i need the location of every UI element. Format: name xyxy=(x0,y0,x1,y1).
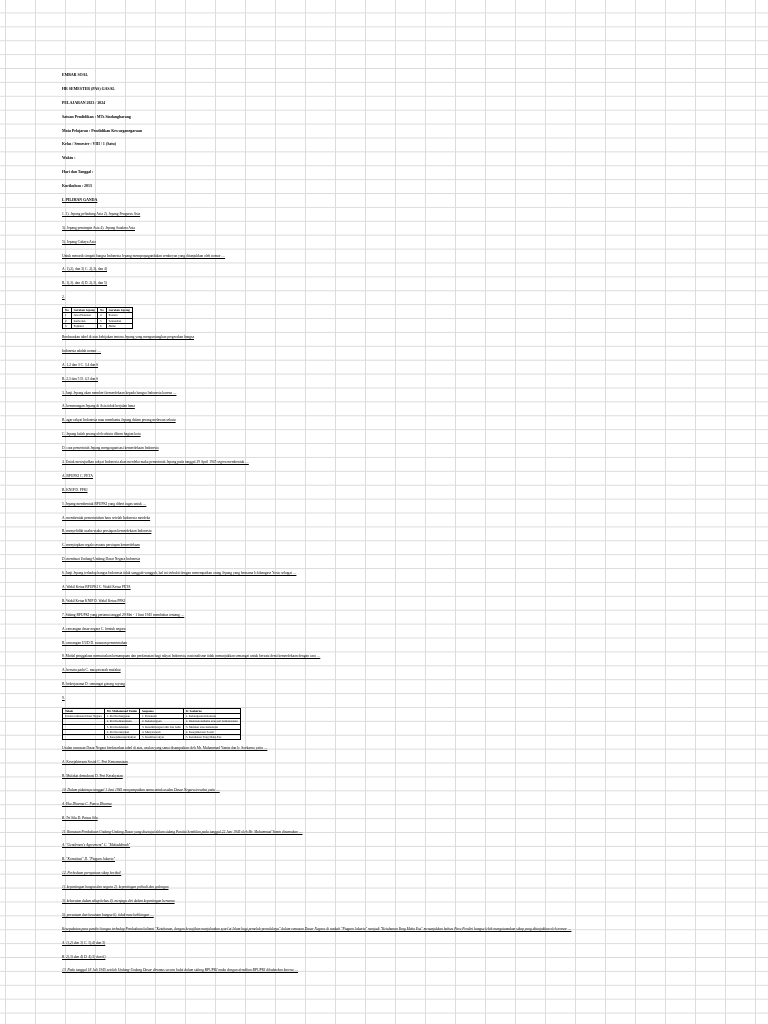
question-line: Indonesia adalah nomor .... xyxy=(62,348,102,353)
question-line: A. Wakil Ketua BPUPKI C. Wakil Ketua PETA xyxy=(62,584,131,589)
table-header-cell: Ir. Soekarno xyxy=(183,709,240,714)
section-heading: I. PILIHAN GANDA xyxy=(62,198,98,203)
date-field: Hari dan Tanggal : xyxy=(62,170,94,175)
question-line: A. Eka Dharma C. Panca Dharma xyxy=(62,801,112,806)
question-line: 1. 1). Jepang pelindung Asia 2). Jepang Pengurus Asia xyxy=(62,211,141,216)
question-line: 12. Perbedaan pernyataan sikap berikut! xyxy=(62,871,122,876)
table-cell: 3. Peri Ketuhanan xyxy=(104,724,139,729)
question-line: C. Jepang kalah perang oleh sekutu dibom bagian kota xyxy=(62,432,141,437)
table-cell: Seinendan xyxy=(106,318,132,323)
table-header-cell: Gerakan Jepang xyxy=(71,308,97,313)
doc-year: PELAJARAN 2023 / 2024 xyxy=(62,100,106,105)
table-cell xyxy=(63,735,105,740)
table-cell: 5. Ketuhanan Yang Maha Esa xyxy=(183,735,240,740)
question-line: Kesepakatan para pendiri bangsa terhadap Pembukaan kalimat "Ketuhanan, dengan kewajiban menjalankan syari'at Islam bagi pemeluk-pemeluknya" dalam rumusan Dasar Negara di naskah "Piagam Jakarta" menjadi "Ketuhanan Yang Maha Esa" menunjukkan bahwa Para Pendiri bangsa lebih mengutamakan sikap yang ditunjukkan oleh nomor .... xyxy=(62,926,572,931)
question-line: B. 1),3), dan 4) D. 2),3), dan 5) xyxy=(62,281,108,286)
table-cell: Keibodan xyxy=(71,318,97,323)
subject-field: Mata Pelajaran : Pendidikan Kewarganegaraan xyxy=(62,128,142,133)
table-header-cell: No xyxy=(97,308,106,313)
doc-subtitle: HR SEMESTER (PAS) GASAL xyxy=(62,86,115,91)
table-cell: 1 xyxy=(63,313,72,318)
question-line: 3). keberatan dalam sikap bebas 4). menjaga diri dalam kepentingan bersama xyxy=(62,899,175,904)
question-line: A. 1),2) dan 3) C. 3),4) dan 5) xyxy=(62,940,106,945)
question-line: B. Tri Sila D. Panca Sila xyxy=(62,815,98,820)
table-cell: Fujinkai xyxy=(71,323,97,328)
question-line: 3). Jepang pemimpin Asia 4). Jepang Saudara Asia xyxy=(62,225,135,230)
table-cell: Heiho xyxy=(106,323,132,328)
curriculum-field: Kurikulum : 2013 xyxy=(62,184,92,189)
question-line: C. menyiapkan segala sesuatu persiapan kemerdekaan xyxy=(62,543,140,548)
table-cell: 1. Kebangsaan Indonesia xyxy=(183,714,240,719)
question-line: Berdasarkan tabel di atas kebijakan tentara Jepang yang menguntungkan pergerakan bangsa xyxy=(62,334,195,339)
question-line: 9. xyxy=(62,696,65,701)
table-cell: 5 xyxy=(97,318,106,323)
question-line: A. Kesejahteraan Sosial C. Peri Kemanusiaan xyxy=(62,760,128,765)
school-field: Satuan Pendidikan : MTs Sindangbarang xyxy=(62,114,131,119)
question-line: B. 2),3) dan 4) D. 4),5) dan 6) xyxy=(62,954,106,959)
question-line: Usulan rumusan Dasar Negara berdasarkan tabel di atas, usulan yang sama disampaikan oleh Mr. Muhammad Yamin dan Ir. Soekarno yaitu .... xyxy=(62,746,268,751)
question-line: 6. Janji Jepang terhadap bangsa Indonesia tidak sungguh-sungguh, hal ini terbukti dengan menempatkan orang Jepang yang bernama Ichibangase Yosio sebagai .... xyxy=(62,571,297,576)
table-cell: 1. Persatuan xyxy=(139,714,183,719)
table-header-cell: Gerakan Jepang xyxy=(106,308,132,313)
table-cell: 2. Internasionalisme atau peri kemanusiaan xyxy=(183,719,240,724)
table-row xyxy=(63,714,241,719)
table-header-cell: Soepomo xyxy=(139,709,183,714)
question-line: B. rancangan UUD D. susunan pemerintahan xyxy=(62,640,127,645)
table-rumusan-dasar-negara xyxy=(62,708,722,740)
table-cell: 4. Musyawarah xyxy=(139,729,183,734)
document-content xyxy=(62,69,722,978)
class-field: Kelas / Semester : VIII / 1 (Satu) xyxy=(62,142,116,147)
question-line: B. "Konstitusi" D. "Piagam Jakarta" xyxy=(62,857,115,862)
question-lines-a xyxy=(62,208,722,305)
table-header-cell: No xyxy=(63,308,72,313)
question-line: 10. Dalam pidatonya tanggal 1 Juni 1945 menyampaikan nama untuk usulan Dasar Negara tersebut yaitu .... xyxy=(62,787,220,792)
table-cell: 1. Peri Kebangsaan xyxy=(104,714,139,719)
table-gerakan-jepang xyxy=(62,307,722,329)
question-line: D. cara pemerintah Jepang mengorganisasi kemerdekaan Indonesia xyxy=(62,446,159,451)
table-cell: 5. Keadilan rakyat xyxy=(139,735,183,740)
question-line: A. bersatu padu C. musyawarah mufakat xyxy=(62,668,121,673)
table-cell: 2 xyxy=(63,318,72,323)
table-cell: Jawa Hokokai xyxy=(71,313,97,318)
table-cell: 5. Kesejahteraan Rakyat xyxy=(104,735,139,740)
table-header-cell: Tokoh xyxy=(63,709,105,714)
table-cell: 4 xyxy=(97,313,106,318)
question-line: 5. Jepang membentuk BPUPKI yang diberi tugas untuk .... xyxy=(62,501,147,506)
question-lines-c xyxy=(62,742,722,978)
question-line: 11. Rumusan Pembukaan Undang-Undang Dasar yang disetujui dalam sidang Panitia Sembilan pada tanggal 22 Juni 1945 oleh Mr. Muhammad Yamin dinamakan .... xyxy=(62,829,303,834)
table-cell: 3. Mufakat atau demokrasi xyxy=(183,724,240,729)
question-line: A. 1,2 dan 3 C. 3,4 dan 6 xyxy=(62,362,99,367)
table-cell: 3. Keseimbangan lahir dan batin xyxy=(139,724,183,729)
question-line: A. membentuk pemerintahan baru setelah Indonesia merdeka xyxy=(62,515,151,520)
question-line: A. 1),2), dan 3) C. 2),3), dan 4) xyxy=(62,267,108,272)
question-line: 5). Jepang Cahaya Asia xyxy=(62,239,96,244)
question-line: A. kemenangan Jepang di Asia tidak berjalan lama xyxy=(62,404,135,409)
question-line: Untuk menarik simpati bangsa Indonesia Jepang mempropagandakan semboyan yang ditunjukkan oleh nomor .... xyxy=(62,253,226,258)
question-line: B. Mufakat demokrasi D. Peri Kerakyatan xyxy=(62,774,123,778)
table-cell: 3 xyxy=(63,323,72,328)
question-line: B. KNIP D. PPKI xyxy=(62,487,88,492)
question-line: 1). kepentingan bangsa dan negara 2). kepentingan pribadi dan golongan xyxy=(62,885,169,890)
table-cell: 4. Kesejahteraan Sosial xyxy=(183,729,240,734)
table-row xyxy=(63,323,133,328)
question-line: 5). persatuan dan kesatuan bangsa 6). tidak mau kehilangan .... xyxy=(62,912,154,917)
question-line: 2. xyxy=(62,295,65,300)
time-field: Waktu : xyxy=(62,156,76,161)
question-line: A. "Gentlemen's Agreement" C. "Mukaddimah" xyxy=(62,843,131,848)
question-line: B. 2,3 dan 5 D. 4,5 dan 6 xyxy=(62,376,99,381)
question-line: A. rancangan dasar negara C. bentuk negara xyxy=(62,626,126,631)
question-line: 7. Sidang BPUPKI yang pertama tanggal 29 Mei - 1 Juni 1945 membahas tentang .... xyxy=(62,612,185,617)
question-line: 4. Untuk mewujudkan rakyat Indonesia akan merdeka maka pemerintah Jepang pada tanggal 29 April 1945 segera membentuk .... xyxy=(62,459,249,464)
table-cell: 6 xyxy=(97,323,106,328)
doc-title: EMBAR SOAL xyxy=(62,73,89,77)
table-cell: 2. Peri Kemanusiaan xyxy=(104,719,139,724)
question-line: A. BPUPKI C. PETA xyxy=(62,473,93,478)
table-header-cell: Mr. Muhammad Yamin xyxy=(104,709,139,714)
table-cell: 2. Kekeluargaan xyxy=(139,719,183,724)
question-line: D. membuat Undang-Undang Dasar Negara Indonesia xyxy=(62,557,141,562)
question-line: 13. Pada tanggal 18 Juli 1945 setelah Undang-Undang Dasar dirumus secara bulat dalam sidang BPUPKI maka dengan demikian BPUPKI dibubarkan karena .... xyxy=(62,968,299,973)
table-row xyxy=(63,735,241,740)
table-cell: Poetera xyxy=(106,313,132,318)
table-cell: 4. Peri Kerakyatan xyxy=(104,729,139,734)
question-line: 8. Modal penggalaan memutuskan kemampuan dan perdamaian bagi rakyat Indonesia, nasionalisme tidak menunjukkan semangat untuk bersatu demi kemerdekaan dengan cara .... xyxy=(62,654,321,659)
question-line: B. agar rakyat Indonesia mau membantu Jepang dalam perang melawan sekutu xyxy=(62,418,176,423)
table-cell: Usulan rumusan Dasar Negara xyxy=(63,714,105,719)
question-lines-b xyxy=(62,331,722,706)
question-line: 3. Janji Jepang akan memberi kemerdekaan kepada bangsa Indonesia karena .... xyxy=(62,390,177,395)
question-line: B. Wakil Ketua KNIP D. Wakil Ketua PPKI xyxy=(62,598,126,603)
question-line: B. bekerjasama D. semangat gotong royong xyxy=(62,682,125,687)
question-line: B. menyelidiki usaha-usaha persiapan kemerdekaan Indonesia xyxy=(62,529,152,534)
